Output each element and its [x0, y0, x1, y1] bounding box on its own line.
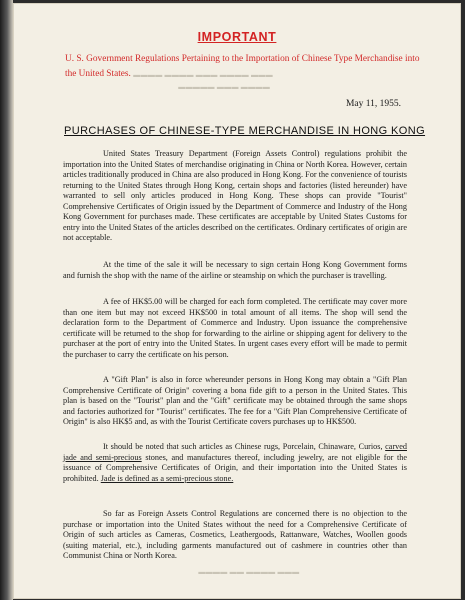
- paragraph-gift-plan: A "Gift Plan" is also in force whereunder persons in Hong Kong may obtain a "Gift Plan Comprehensive Certificate of Origin" covering a bona fide gift to a person in the United States. This plan is based on the "Tourist" plan and the "Gift" certificate may be obtained through the same shops and factories authorized for "Tourist" certificates. The fee for a "Gift Plan Comprehensive Certificate of Origin" is also HK$5 and, as with the Tourist Certificate covers purchases up to HK$500.: [63, 375, 407, 427]
- page-title: IMPORTANT: [197, 30, 277, 44]
- prohibited-text-1: It should be noted that such articles as Chinese rugs, Porcelain, Chinaware, Curios,: [103, 442, 386, 451]
- document-page: [13, 3, 461, 599]
- paragraph-prohibited-articles: [63, 442, 407, 484]
- bleed-through-text: ▬▬▬▬ ▬▬▬ ▬▬▬▬▬: [178, 83, 270, 91]
- document-date: May 11, 1955.: [345, 99, 401, 109]
- paragraph-sale-forms: At the time of the sale it will be necessary to sign certain Hong Kong Government forms and furnish the shop with the name of the airline or steamship on which the purchaser is travelling.: [63, 260, 407, 280]
- paragraph-regulations: United States Treasury Department (Foreign Assets Control) regulations prohibit the importation into the United States of merchandise originating in China or North Korea. However, certain articles traditionally produced in China are also produced in Hong Kong. For the convenience of tourists returning to the United States through Hong Kong, certain shops and factories (listed hereunder) have warranted to sell only articles produced in Hong Kong. These shops can provide "Tourist" Comprehensive Certificates of Origin issued by the Department of Commerce and Industry of the Hong Kong Government for purchases made. These certificates are acceptable by United States Customs for entry into the United States of the articles described on the certificates. Ordinary certificates of origin are not acceptable.: [63, 149, 407, 243]
- prohibited-text-2: stones, and manufactures thereof, including jewelry, are not eligible for the issuance of Comprehensive Certificates of Origin, and their importation into the United States is prohibited.: [63, 452, 407, 483]
- underlined-jade-text: carved jade and semi-precious: [63, 442, 407, 462]
- paragraph-fee: A fee of HK$5.00 will be charged for each form completed. The certificate may cover more than one item but may not exceed HK$500 in total amount of all items. The shop will send the declaration form to the Department of Commerce and Industry. Upon issuance the comprehensive certificate will be returned to the shop for forwarding to the airline or shipping agent for delivery to the purchaser at the port of entry into the United States. In urgent cases every effort will be made to permit the purchaser to carry the certificate on his person.: [63, 297, 407, 359]
- section-heading: PURCHASES OF CHINESE-TYPE MERCHANDISE IN HONG KONG: [64, 125, 426, 137]
- page-subtitle: U. S. Government Regulations Pertaining to the Importation of Chinese Type Merchandise into the United States.: [65, 54, 420, 79]
- underlined-jade-definition: Jade is defined as a semi-precious stone.: [100, 473, 234, 483]
- bleed-through-text: ▬▬▬ ▬▬▬▬ ▬▬▬ ▬▬▬▬ ▬▬▬▬: [133, 71, 273, 79]
- paragraph-permitted-articles: So far as Foreign Assets Control Regulations are concerned there is no objection to the purchase or importation into the United States without the need for a Comprehensive Certificate of Origin of such articles as Cameras, Cosmetics, Leathergoods, Rattanware, Watches, Woollen goods (suiting material, etc.), including garments manufactured out of cashmere in countries other than Communist China or North Korea.: [63, 509, 407, 561]
- bleed-through-text: ▬▬▬ ▬▬▬▬ ▬▬ ▬▬▬▬: [198, 568, 300, 576]
- scan-edge: [0, 0, 13, 600]
